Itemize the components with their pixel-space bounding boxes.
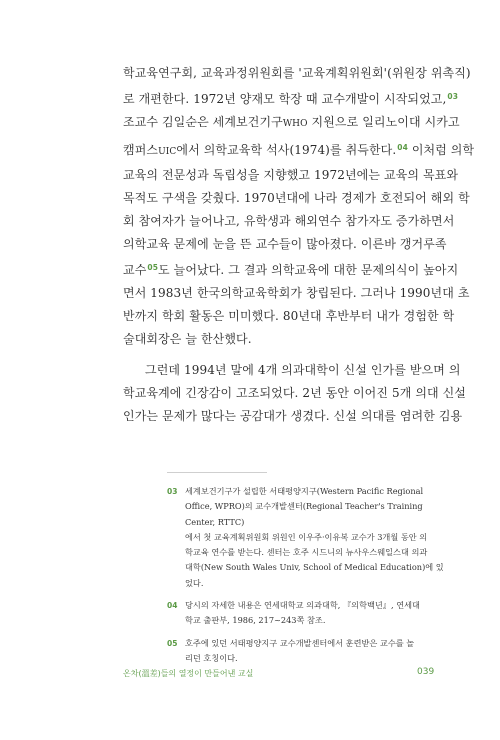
body-line: 학교육연구회, 교육과정위원회를 '교육계획위원회'(위원장 위촉직) <box>123 66 471 80</box>
body-line: 학교육계에 긴장감이 고조되었다. 2년 동안 이어진 5개 의대 신설 <box>123 386 467 400</box>
footnote-text: 세계보건기구가 설립한 서태평양지구(Western Pacific Regional Office, WPRO)의 교수개발센터(Regional Teacher's Training Center, RTTC) 에서 첫 교육계획위원회 위원인 이우주·이유복 교수가 3개월 동안 의 학교육 연수를 받는다. 센터는 호주 시드니의 뉴사우스웨일스대 의과 대학(New South Wales Univ, School of Medical Education)에 있었다. <box>185 486 444 588</box>
body-line: 교육의 전문성과 독립성을 지향했고 1972년에는 교육의 목표와 <box>123 168 459 182</box>
body-line: 목적도 구색을 갖췄다. 1970년대에 나라 경제가 호전되어 해외 학 <box>123 191 470 205</box>
footnote-text: 당시의 자세한 내용은 연세대학교 의과대학, 『의학백년』, 연세대 학교 출판부, 1986, 217~243쪽 참조. <box>185 600 420 626</box>
footnote-divider <box>167 472 267 473</box>
footnote-number: 04 <box>167 601 178 611</box>
body-line: 교수$^{05}$도 늘어났다. 그 결과 의학교육에 대한 문제의식이 높아지 <box>123 263 459 277</box>
body-line: 면서 1983년 한국의학교육학회가 창립된다. 그러나 1990년대 초 <box>123 286 470 300</box>
footnotes <box>167 484 445 673</box>
footnote-number: 03 <box>167 487 178 496</box>
body-line: 술대회장은 늘 한산했다. <box>123 332 252 346</box>
body-line: 인가는 문제가 많다는 공감대가 생겼다. 신설 의대를 염려한 김용 <box>123 409 463 423</box>
body-line: 조교수 김일순은 세계보건기구WHO 지원으로 일리노이대 시카고 <box>123 115 460 129</box>
body-line: 의학교육 문제에 눈을 뜬 교수들이 많아졌다. 이른바 갱거루족 <box>123 237 447 251</box>
body-line: 회 참여자가 늘어나고, 유학생과 해외연수 참가자도 증가하면서 <box>123 214 455 228</box>
body-line: 그런데 1994년 말에 4개 의과대학이 신설 인가를 받으며 의 <box>145 363 461 377</box>
body-line: 캠퍼스UIC에서 의학교육학 석사(1974)를 취득한다.$^{04}$ 이처럼 의학 <box>123 143 475 157</box>
footnote <box>167 636 445 667</box>
footnote-number: 05 <box>167 638 178 648</box>
body-line: 로 개편한다. 1972년 양재모 학장 때 교수개발이 시작되었고,$^{03}$ <box>123 92 459 106</box>
footnote <box>167 484 445 591</box>
body-line: 반까지 학회 활동은 미미했다. 80년대 후반부터 내가 경험한 학 <box>123 309 455 323</box>
acronym: WHO <box>282 119 308 129</box>
acronym: UIC <box>158 147 177 157</box>
footnote-ref[interactable]: 04 <box>397 143 408 152</box>
footnote-ref[interactable]: 03 <box>447 92 459 101</box>
page-number: 039 <box>417 667 435 677</box>
body-text <box>123 62 475 428</box>
footnote-ref[interactable]: 05 <box>147 263 159 272</box>
footnote <box>167 598 445 629</box>
running-title: 온차(溫差)들의 열정이 만들어낸 교실 <box>123 669 254 678</box>
footnote-text: 호주에 있던 서태평양지구 교수개발센터에서 훈련받은 교수를 놀 리던 호칭이다. <box>185 637 415 663</box>
